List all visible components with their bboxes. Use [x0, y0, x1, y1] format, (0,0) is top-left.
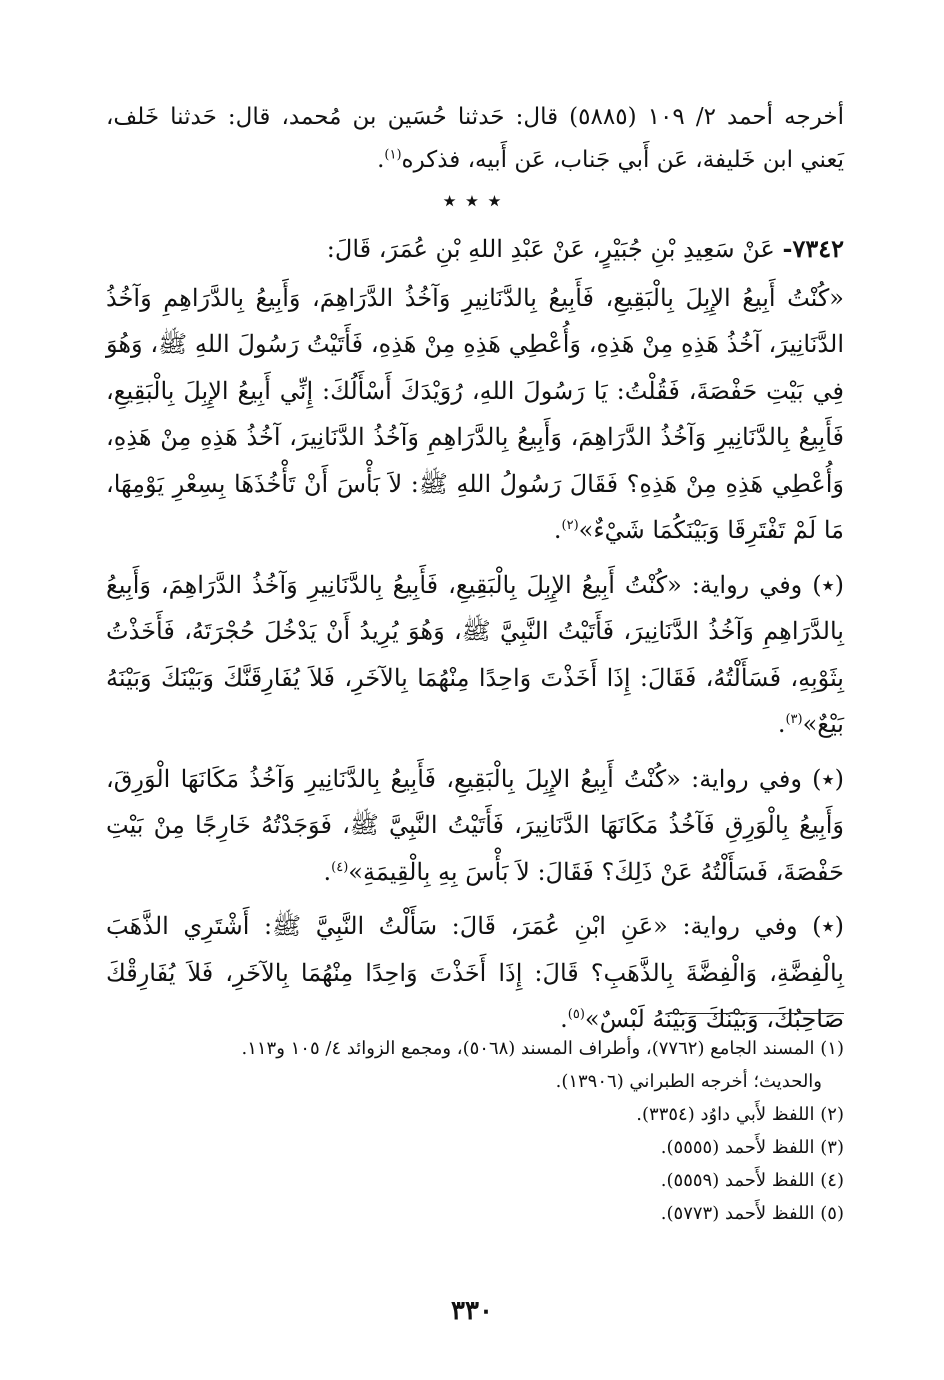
hadith-variant-text: (٭) وفي رواية: «كُنْتُ أَبِيعُ الإِبِلَ بِالْبَقِيعِ، فَأَبِيعُ بِالدَّنَانِيرِ وَآخُذُ مَكَانَهَا الْوَرِقَ، وَأَبِيعُ بِالْوَرِقِ فَآخُذُ مَكَانَهَا الدَّنَانِيرَ، فَأَتَيْتُ النَّبِيَّ ﷺ، فَوَجَدْتُهُ خَارِجًا مِنْ بَيْتِ حَفْصَةَ، فَسَأَلْتُهُ عَنْ ذَلِكَ؟ فَقَالَ: لاَ بَأْسَ بِهِ بِالْقِيمَةِ»	[106, 764, 844, 886]
hadith-main-body: «كُنْتُ أَبِيعُ الإِبِلَ بِالْبَقِيعِ، فَأَبِيعُ بِالدَّنَانِيرِ وَآخُذُ الدَّرَاهِمَ، وَأَبِيعُ بِالدَّرَاهِمِ وَآخُذُ الدَّنَانِيرَ، آخُذُ هَذِهِ مِنْ هَذِهِ، وَأُعْطِي هَذِهِ مِنْ هَذِهِ، فَأَتَيْتُ رَسُولَ اللهِ ﷺ، وَهُوَ فِي بَيْتِ حَفْصَةَ، فَقُلْتُ: يَا رَسُولَ اللهِ، رُوَيْدَكَ أَسْأَلُكَ: إِنِّي أَبِيعُ الإِبِلَ بِالْبَقِيعِ، فَأَبِيعُ بِالدَّنَانِيرِ وَآخُذُ الدَّرَاهِمَ، وَأَبِيعُ بِالدَّرَاهِمِ وَآخُذُ الدَّنَانِيرَ، آخُذُ هَذِهِ مِنْ هَذِهِ، وَأُعْطِي هَذِهِ مِنْ هَذِهِ؟ فَقَالَ رَسُولُ اللهِ ﷺ: لاَ بَأْسَ أَنْ تَأْخُذَهَا بِسِعْرِ يَوْمِهَا، مَا لَمْ تَفْتَرِقَا وَبَيْنَكُمَا شَيْءٌ»	[106, 283, 844, 544]
footnote-ref-4[interactable]: (٤)	[331, 859, 349, 875]
hadith-variant: (٭) وفي رواية: «كُنْتُ أَبِيعُ الإِبِلَ بِالْبَقِيعِ، فَأَبِيعُ بِالدَّنَانِيرِ وَآخُذُ الدَّرَاهِمَ، وَأَبِيعُ بِالدَّرَاهِمِ وَآخُذُ الدَّنَانِيرَ، فَأَتَيْتُ النَّبِيَّ ﷺ، وَهُوَ يُرِيدُ أَنْ يَدْخُلَ حُجْرَتَهُ، فَأَخَذْتُ بِثَوْبِهِ، فَسَأَلْتُهُ، فَقَالَ: إِذَا أَخَذْتَ وَاحِدًا مِنْهُمَا بِالآخَرِ، فَلاَ يُفَارِقَنَّكَ وَبَيْنَكَ وَبَيْنَهُ بَيْعٌ»$^{(٣)}$.	[106, 570, 844, 738]
footnote-ref-1[interactable]: (١)	[384, 147, 402, 163]
hadith-isnad: عَنْ سَعِيدِ بْنِ جُبَيْرٍ، عَنْ عَبْدِ اللهِ بْنِ عُمَرَ، قَالَ:	[326, 235, 775, 263]
hadith-variant: (٭) وفي رواية: «كُنْتُ أَبِيعُ الإِبِلَ بِالْبَقِيعِ، فَأَبِيعُ بِالدَّنَانِيرِ وَآخُذُ مَكَانَهَا الْوَرِقَ، وَأَبِيعُ بِالْوَرِقِ فَآخُذُ مَكَانَهَا الدَّنَانِيرَ، فَأَتَيْتُ النَّبِيَّ ﷺ، فَوَجَدْتُهُ خَارِجًا مِنْ بَيْتِ حَفْصَةَ، فَسَأَلْتُهُ عَنْ ذَلِكَ؟ فَقَالَ: لاَ بَأْسَ بِهِ بِالْقِيمَةِ»$^{(٤)}$.	[106, 764, 844, 886]
footnotes	[106, 1032, 844, 1230]
hadith-variant-text: (٭) وفي رواية: «كُنْتُ أَبِيعُ الإِبِلَ بِالْبَقِيعِ، فَأَبِيعُ بِالدَّنَانِيرِ وَآخُذُ الدَّرَاهِمَ، وَأَبِيعُ بِالدَّرَاهِمِ وَآخُذُ الدَّنَانِيرَ، فَأَتَيْتُ النَّبِيَّ ﷺ، وَهُوَ يُرِيدُ أَنْ يَدْخُلَ حُجْرَتَهُ، فَأَخَذْتُ بِثَوْبِهِ، فَسَأَلْتُهُ، فَقَالَ: إِذَا أَخَذْتَ وَاحِدًا مِنْهُمَا بِالآخَرِ، فَلاَ يُفَارِقَنَّكَ وَبَيْنَكَ وَبَيْنَهُ بَيْعٌ»	[106, 570, 844, 738]
intro-paragraph	[106, 96, 844, 182]
hadith-variant: (٭) وفي رواية: «عَنِ ابْنِ عُمَرَ، قَالَ: سَأَلْتُ النَّبِيَّ ﷺ: أَشْتَرِي الذَّهَبَ بِالْفِضَّةِ، وَالْفِضَّةَ بِالذَّهَبِ؟ قَالَ: إِذَا أَخَذْتَ وَاحِدًا مِنْهُمَا بِالآخَرِ، فَلاَ يُفَارِقْكَ صَاحِبُكَ، وَبَيْنَكَ وَبَيْنَهُ لَبْسٌ»$^{(٥)}$.	[106, 912, 844, 1033]
hadith-variant-text: (٭) وفي رواية: «عَنِ ابْنِ عُمَرَ، قَالَ: سَأَلْتُ النَّبِيَّ ﷺ: أَشْتَرِي الذَّهَبَ بِالْفِضَّةِ، وَالْفِضَّةَ بِالذَّهَبِ؟ قَالَ: إِذَا أَخَذْتَ وَاحِدًا مِنْهُمَا بِالآخَرِ، فَلاَ يُفَارِقْكَ صَاحِبُكَ، وَبَيْنَكَ وَبَيْنَهُ لَبْسٌ»	[106, 912, 844, 1033]
footnote-item: (٢) اللفظ لأَبي داوُد (٣٣٥٤).	[636, 1104, 844, 1125]
footnote-item: (٣) اللفظ لأَحمد (٥٥٥٥).	[660, 1137, 844, 1158]
page-number: ٣٣٠	[451, 1296, 493, 1326]
intro-text: أخرجه أحمد ٢/ ١٠٩ (٥٨٨٥) قال: حَدثنا حُسَين بن مُحمد، قال: حَدثنا خَلف، يَعني ابن خَليفة، عَن أَبي جَناب، عَن أَبيه، فذكره	[106, 104, 844, 173]
footnote-ref-5[interactable]: (٥)	[567, 1007, 585, 1022]
footnote-item: (٤) اللفظ لأَحمد (٥٥٥٩).	[660, 1170, 844, 1191]
hadith-heading	[106, 226, 844, 273]
intro-end: .	[377, 147, 385, 173]
footnote-item: (١) المسند الجامع (٧٧٦٢)، وأطراف المسند (٥٠٦٨)، ومجمع الزوائد ٤/ ١٠٥ و١١٣.	[241, 1038, 844, 1059]
footnote-separator-line	[669, 1013, 844, 1014]
hadith-main-text: «كُنْتُ أَبِيعُ الإِبِلَ بِالْبَقِيعِ، فَأَبِيعُ بِالدَّنَانِيرِ وَآخُذُ الدَّرَاهِمَ، وَأَبِيعُ بِالدَّرَاهِمِ وَآخُذُ الدَّنَانِيرَ، آخُذُ هَذِهِ مِنْ هَذِهِ، وَأُعْطِي هَذِهِ مِنْ هَذِهِ، فَأَتَيْتُ رَسُولَ اللهِ ﷺ، وَهُوَ فِي بَيْتِ حَفْصَةَ، فَقُلْتُ: يَا رَسُولَ اللهِ، رُوَيْدَكَ أَسْأَلُكَ: إِنِّي أَبِيعُ الإِبِلَ بِالْبَقِيعِ، فَأَبِيعُ بِالدَّنَانِيرِ وَآخُذُ الدَّرَاهِمَ، وَأَبِيعُ بِالدَّرَاهِمِ وَآخُذُ الدَّنَانِيرَ، آخُذُ هَذِهِ مِنْ هَذِهِ، وَأُعْطِي هَذِهِ مِنْ هَذِهِ؟ فَقَالَ رَسُولُ اللهِ ﷺ: لاَ بَأْسَ أَنْ تَأْخُذَهَا بِسِعْرِ يَوْمِهَا، مَا لَمْ تَفْتَرِقَا وَبَيْنَكُمَا شَيْءٌ»$^{(٢)}$.	[106, 283, 844, 544]
section-divider-stars: ٭ ٭ ٭	[442, 186, 502, 216]
hadith-number: ٧٣٤٢-	[782, 234, 844, 263]
footnote-item-continuation: والحديث؛ أخرجه الطبراني (١٣٩٠٦).	[555, 1071, 822, 1092]
footnote-item: (٥) اللفظ لأَحمد (٥٧٧٣).	[660, 1203, 844, 1224]
footnote-ref-3[interactable]: (٣)	[785, 712, 803, 727]
hadith-section	[106, 226, 844, 1051]
footnote-ref-2[interactable]: (٢)	[561, 518, 579, 533]
